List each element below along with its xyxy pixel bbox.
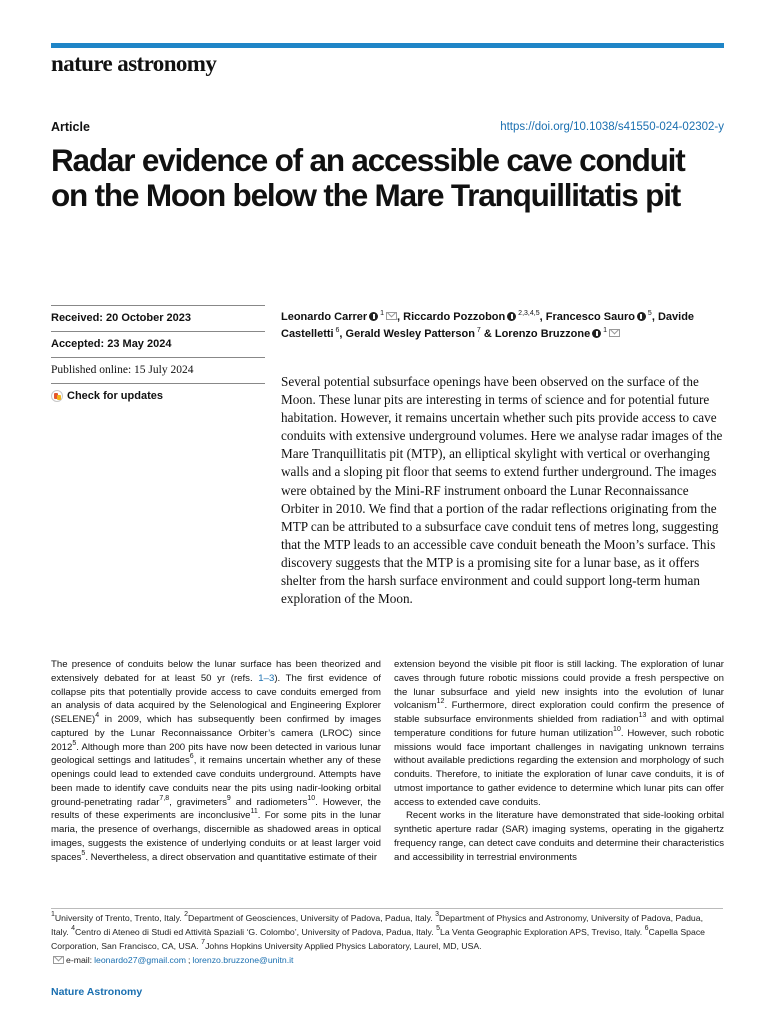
article-type: Article bbox=[51, 120, 90, 134]
affiliation-number: 7 bbox=[201, 939, 206, 946]
affiliation-number: 3 bbox=[435, 911, 440, 918]
citation-ref[interactable]: 5 bbox=[72, 739, 77, 747]
article-title: Radar evidence of an accessible cave conduit on the Moon below the Mare Tranquillitatis pit bbox=[51, 142, 685, 213]
author-name: Lorenzo Bruzzone bbox=[494, 328, 591, 340]
author-affiliation-number: 7 bbox=[474, 327, 481, 334]
citation-ref[interactable]: 11 bbox=[250, 808, 258, 816]
check-for-updates-icon bbox=[51, 390, 63, 402]
author-affiliation-number: 1 bbox=[601, 327, 608, 334]
check-for-updates-label: Check for updates bbox=[67, 390, 163, 402]
accepted-date: Accepted: 23 May 2024 bbox=[51, 331, 265, 357]
author-name: Riccardo Pozzobon bbox=[403, 311, 506, 323]
body-column-1 bbox=[51, 658, 381, 864]
journal-top-rule bbox=[51, 43, 724, 48]
orcid-icon[interactable] bbox=[637, 312, 646, 321]
mail-icon[interactable] bbox=[386, 312, 397, 320]
body-paragraph: The presence of conduits below the lunar surface has been theorized and extensively debated for at least 50 yr (refs. 1–3). The first evidence of collapse pits that potentially provide access to cave conduits emerged from an analysis of data acquired by the Selenological and Engineering Explorer (SELENE)$^4$ in 2009, which has subsequently been confirmed by images captured by the Lunar Reconnaissance Orbiter’s camera (LROC) since 2012$^5$. Although more than 200 pits have now been detected in various lunar geological settings and latitudes$^6$, it remains uncertain whether any of these openings could lead to extended cave conduits underground. Attempts have been made to identify cave conduits near the pits using nadir-looking orbital ground-penetrating radar$^{7,8}$, gravimeters$^9$ and radiometers$^{10}$. However, the results of these experiments are inconclusive$^{11}$. For some pits in the lunar maria, the presence of overhangs, discernible as shadowed areas in optical images, suggests the existence of underlying conduits or at least larger void spaces$^5$. Nevertheless, a direct observation and quantitative estimate of their bbox=[51, 659, 381, 863]
author-affiliation-number: 1 bbox=[378, 310, 385, 317]
citation-ref[interactable]: 1–3 bbox=[258, 672, 275, 684]
footer-journal-name: Nature Astronomy bbox=[51, 986, 143, 998]
doi-link[interactable]: https://doi.org/10.1038/s41550-024-02302-y bbox=[500, 121, 724, 133]
email-link-bruzzone[interactable]: lorenzo.bruzzone@unitn.it bbox=[192, 955, 294, 965]
affiliation-number: 1 bbox=[51, 911, 55, 918]
citation-ref[interactable]: 4 bbox=[95, 712, 100, 719]
abstract: Several potential subsurface openings have been observed on the surface of the Moon. These lunar pits are interesting in terms of science and for potential future habitation. However, it remains uncertain whether such pits provide access to cave conduits with extensive underground volumes. Here we analyse radar images of the Mare Tranquillitatis pit (MTP), an elliptical skylight with vertical or overhanging walls and a sloping pit floor that seems to extend further underground. The images were obtained by the Mini-RF instrument onboard the Lunar Reconnaissance Orbiter in 2010. We find that a portion of the radar reflections originating from the MTP can be attributed to a subsurface cave conduit tens of metres long, suggesting that the MTP leads to an accessible cave conduit beneath the Moon’s surface. This discovery suggests that the MTP is a promising site for a lunar base, as it offers shelter from the harsh surface environment and could support long-term human exploration of the Moon. bbox=[281, 374, 723, 607]
received-date: Received: 20 October 2023 bbox=[51, 305, 265, 331]
author-name: Francesco Sauro bbox=[545, 311, 635, 323]
affiliation-number: 4 bbox=[71, 925, 76, 932]
article-dates bbox=[51, 305, 265, 409]
orcid-icon[interactable] bbox=[507, 312, 516, 321]
citation-ref[interactable]: 6 bbox=[189, 753, 194, 761]
affiliations-footnote bbox=[51, 908, 723, 967]
citation-ref[interactable]: 13 bbox=[638, 712, 647, 719]
body-paragraph: Recent works in the literature have demonstrated that side-looking orbital synthetic aperture radar (SAR) imaging systems, operating in the gigahertz frequency range, can detect cave conduits and determine their characteristics and accessibility in terrestrial environments bbox=[394, 810, 724, 863]
affiliations-text: $^1$University of Trento, Trento, Italy. $^2$Department of Geosciences, University of Padova, Padua, Italy. $^3$Department of Physics and Astronomy, University of Padova, Padua, Italy. $^4$Centro di Ateneo di Studi ed Attività Spaziali ‘G. Colombo’, University of Padova, Padua, Italy. $^5$La Venta Geographic Exploration APS, Treviso, Italy. $^6$Capella Space Corporation, San Francisco, CA, USA. $^7$Johns Hopkins University Applied Physics Laboratory, Laurel, MD, USA. bbox=[51, 911, 705, 951]
citation-ref[interactable]: 10 bbox=[613, 725, 621, 733]
body-column-2 bbox=[394, 658, 724, 864]
citation-ref[interactable]: 9 bbox=[226, 794, 231, 802]
body-paragraph: extension beyond the visible pit floor is still lacking. The exploration of lunar caves through future robotic missions could provide a fresh perspective on the lunar subsurface and yield new insights into the evolution of lunar volcanism$^{12}$. Furthermore, direct exploration could confirm the presence of stable subsurface environments shielded from radiation$^{13}$ and with optimal temperature conditions for future human utilization$^{10}$. However, such robotic missions would face important challenges in navigating unknown terrains without available predictions regarding the extension and morphology of such conduits. Therefore, to initiate the exploration of lunar cave conduits, it is of utmost importance to gather evidence to determine which lunar pits can offer access to extended cave conduits. bbox=[394, 659, 724, 808]
citation-ref[interactable]: 7,8 bbox=[159, 794, 170, 802]
citation-ref[interactable]: 12 bbox=[436, 698, 445, 706]
author bbox=[495, 328, 620, 340]
author-name: Leonardo Carrer bbox=[281, 311, 368, 323]
orcid-icon[interactable] bbox=[592, 329, 601, 338]
author-name: Davide Castelletti bbox=[281, 311, 695, 340]
published-date: Published online: 15 July 2024 bbox=[51, 357, 265, 383]
author-name: Gerald Wesley Patterson bbox=[345, 328, 475, 340]
author bbox=[403, 311, 539, 323]
author-affiliation-number: 6 bbox=[333, 327, 340, 334]
author-affiliation-number: 2,3,4,5 bbox=[516, 310, 540, 317]
affiliation-number: 2 bbox=[184, 911, 189, 918]
author-affiliation-number: 5 bbox=[645, 310, 652, 317]
journal-name: nature astronomy bbox=[51, 51, 217, 76]
author bbox=[546, 311, 652, 323]
affiliation-number: 6 bbox=[644, 925, 649, 932]
orcid-icon[interactable] bbox=[369, 312, 378, 321]
email-line: e-mail: leonardo27@gmail.com ; lorenzo.bruzzone@unitn.it bbox=[51, 953, 723, 967]
citation-ref[interactable]: 5 bbox=[81, 849, 86, 857]
check-for-updates-button[interactable] bbox=[51, 383, 265, 409]
affiliation-number: 5 bbox=[436, 925, 440, 932]
mail-icon[interactable] bbox=[609, 329, 620, 337]
email-label: e-mail: bbox=[66, 955, 93, 965]
mail-icon bbox=[53, 956, 64, 964]
author bbox=[346, 328, 481, 340]
author-list: Leonardo Carrer $^1$ , Riccardo Pozzobon $^{2,3,4,5}$, Francesco Sauro $^5$, Davide Castelletti $^6$, Gerald Wesley Patterson $^7$ & Lorenzo Bruzzone $^1$ bbox=[281, 310, 695, 340]
email-link-carrer[interactable]: leonardo27@gmail.com bbox=[94, 955, 186, 965]
author bbox=[281, 311, 397, 323]
citation-ref[interactable]: 10 bbox=[307, 794, 316, 802]
